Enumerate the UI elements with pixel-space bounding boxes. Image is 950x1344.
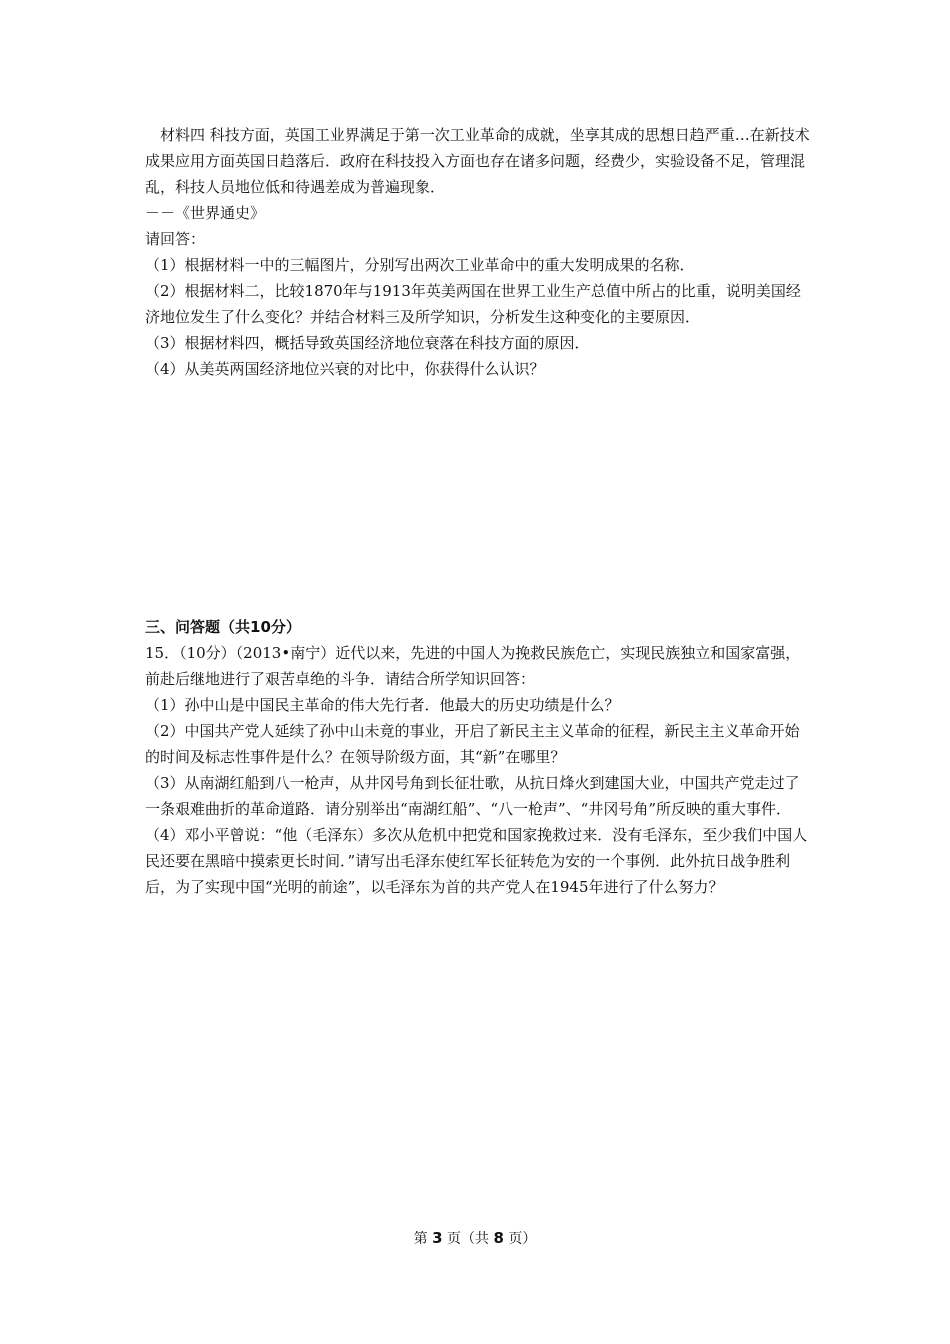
question-14-item-3: （3）根据材料四，概括导致英国经济地位衰落在科技方面的原因． xyxy=(145,334,590,352)
section-3-title: 三、问答题（共10分） xyxy=(145,618,301,636)
page-content xyxy=(145,122,811,900)
answer-space xyxy=(145,382,811,614)
question-15-stem: 15．（10分）（2013•南宁）近代以来，先进的中国人为挽救民族危亡，实现民族独立和国家富强，前赴后继地进行了艰苦卓绝的斗争．请结合所学知识回答： xyxy=(145,644,801,688)
question-14-prompt: 请回答： xyxy=(145,230,206,248)
question-15-item-2: （2）中国共产党人延续了孙中山未竟的事业，开启了新民主主义革命的征程，新民主主义革命开始的时间及标志性事件是什么？在领导阶级方面，其“新”在哪里？ xyxy=(145,722,800,766)
footer-middle: 页（共 xyxy=(447,1231,489,1247)
question-15-item-1: （1）孙中山是中国民主革命的伟大先行者．他最大的历史功绩是什么？ xyxy=(145,696,620,714)
page-footer xyxy=(0,1228,950,1249)
footer-prefix: 第 xyxy=(413,1231,428,1247)
total-page-number: 8 xyxy=(493,1229,504,1247)
question-14-item-4: （4）从美英两国经济地位兴衰的对比中，你获得什么认识？ xyxy=(145,360,545,378)
question-15-item-3: （3）从南湖红船到八一枪声，从井冈号角到长征壮歌，从抗日烽火到建国大业，中国共产党走过了一条艰难曲折的革命道路．请分别举出“南湖红船”、“八一枪声”、“井冈号角”所反映的重大事件． xyxy=(145,774,800,818)
material-four-source: －－《世界通史》 xyxy=(145,204,266,222)
material-four-paragraph: 材料四 科技方面，英国工业界满足于第一次工业革命的成就，坐享其成的思想日趋严重…在新技术成果应用方面英国日趋落后．政府在科技投入方面也存在诸多问题，经费少，实验设备不足，管理混乱，科技人员地位低和待遇差成为普遍现象． xyxy=(145,126,810,196)
current-page-number: 3 xyxy=(432,1229,443,1247)
footer-suffix: 页） xyxy=(508,1231,537,1247)
question-14-item-2: （2）根据材料二，比较1870年与1913年英美两国在世界工业生产总值中所占的比重，说明美国经济地位发生了什么变化？并结合材料三及所学知识，分析发生这种变化的主要原因． xyxy=(145,282,801,326)
question-14-item-1: （1）根据材料一中的三幅图片，分别写出两次工业革命中的重大发明成果的名称． xyxy=(145,256,695,274)
question-15-item-4: （4）邓小平曾说：“他（毛泽东）多次从危机中把党和国家挽救过来．没有毛泽东，至少我们中国人民还要在黑暗中摸索更长时间．”请写出毛泽东使红军长征转危为安的一个事例．此外抗日战争胜利后，为了实现中国“光明的前途”，以毛泽东为首的共产党人在1945年进行了什么努力？ xyxy=(145,826,808,896)
